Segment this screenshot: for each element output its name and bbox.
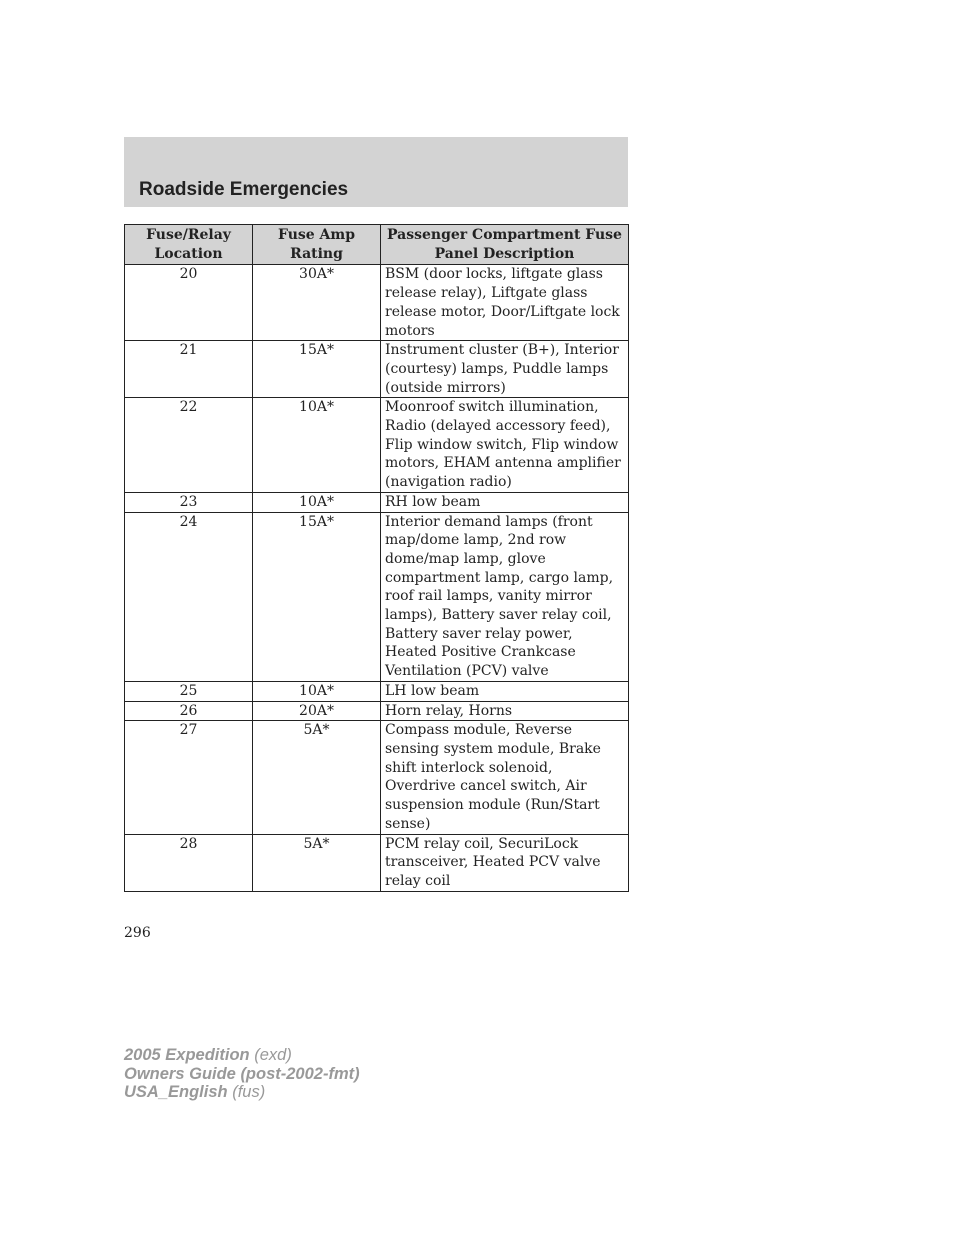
cell-location: 23 bbox=[125, 492, 253, 512]
cell-description: Interior demand lamps (front map/dome lamp, 2nd row dome/map lamp, glove compartment lamp, cargo lamp, roof rail lamps, vanity mirror lamps), Battery saver relay coil, Battery saver relay power, Heated Positive Crankcase Ventilation (PCV) valve bbox=[381, 512, 629, 681]
cell-rating: 10A* bbox=[253, 492, 381, 512]
cell-rating: 20A* bbox=[253, 701, 381, 721]
cell-description: Instrument cluster (B+), Interior (courtesy) lamps, Puddle lamps (outside mirrors) bbox=[381, 341, 629, 398]
table-row bbox=[125, 512, 629, 681]
cell-description: PCM relay coil, SecuriLock transceiver, Heated PCV valve relay coil bbox=[381, 834, 629, 891]
table-row bbox=[125, 721, 629, 834]
cell-location: 20 bbox=[125, 265, 253, 341]
footer-line-1 bbox=[124, 1046, 360, 1065]
header-location: Fuse/Relay Location bbox=[125, 225, 253, 265]
cell-description: Horn relay, Horns bbox=[381, 701, 629, 721]
cell-description: Compass module, Reverse sensing system module, Brake shift interlock solenoid, Overdrive cancel switch, Air suspension module (Run/Start sense) bbox=[381, 721, 629, 834]
cell-rating: 10A* bbox=[253, 681, 381, 701]
footer-language-code: (fus) bbox=[232, 1083, 266, 1101]
section-header-band bbox=[124, 137, 628, 207]
footer-model-code: (exd) bbox=[254, 1046, 292, 1064]
cell-rating: 15A* bbox=[253, 341, 381, 398]
table-row bbox=[125, 492, 629, 512]
document-footer bbox=[124, 1046, 360, 1102]
cell-rating: 5A* bbox=[253, 834, 381, 891]
cell-location: 25 bbox=[125, 681, 253, 701]
cell-rating: 15A* bbox=[253, 512, 381, 681]
cell-rating: 5A* bbox=[253, 721, 381, 834]
cell-location: 24 bbox=[125, 512, 253, 681]
table-header-row bbox=[125, 225, 629, 265]
footer-line-2 bbox=[124, 1065, 360, 1084]
table-row bbox=[125, 265, 629, 341]
cell-rating: 10A* bbox=[253, 398, 381, 493]
footer-language: USA_English bbox=[124, 1083, 228, 1101]
cell-location: 28 bbox=[125, 834, 253, 891]
cell-description: Moonroof switch illumination, Radio (delayed accessory feed), Flip window switch, Flip window motors, EHAM antenna amplifier (navigation radio) bbox=[381, 398, 629, 493]
fuse-table bbox=[124, 224, 629, 892]
cell-location: 22 bbox=[125, 398, 253, 493]
table-row bbox=[125, 341, 629, 398]
footer-guide: Owners Guide (post-2002-fmt) bbox=[124, 1064, 360, 1083]
section-title: Roadside Emergencies bbox=[139, 179, 349, 200]
cell-description: LH low beam bbox=[381, 681, 629, 701]
table-row bbox=[125, 701, 629, 721]
footer-model: 2005 Expedition bbox=[124, 1046, 250, 1064]
cell-rating: 30A* bbox=[253, 265, 381, 341]
table-row bbox=[125, 398, 629, 493]
page-number: 296 bbox=[124, 925, 151, 941]
header-description: Passenger Compartment Fuse Panel Description bbox=[381, 225, 629, 265]
cell-location: 27 bbox=[125, 721, 253, 834]
cell-description: BSM (door locks, liftgate glass release relay), Liftgate glass release motor, Door/Liftgate lock motors bbox=[381, 265, 629, 341]
header-rating: Fuse Amp Rating bbox=[253, 225, 381, 265]
footer-line-3 bbox=[124, 1083, 360, 1102]
cell-location: 21 bbox=[125, 341, 253, 398]
cell-location: 26 bbox=[125, 701, 253, 721]
cell-description: RH low beam bbox=[381, 492, 629, 512]
table-row bbox=[125, 834, 629, 891]
table-row bbox=[125, 681, 629, 701]
